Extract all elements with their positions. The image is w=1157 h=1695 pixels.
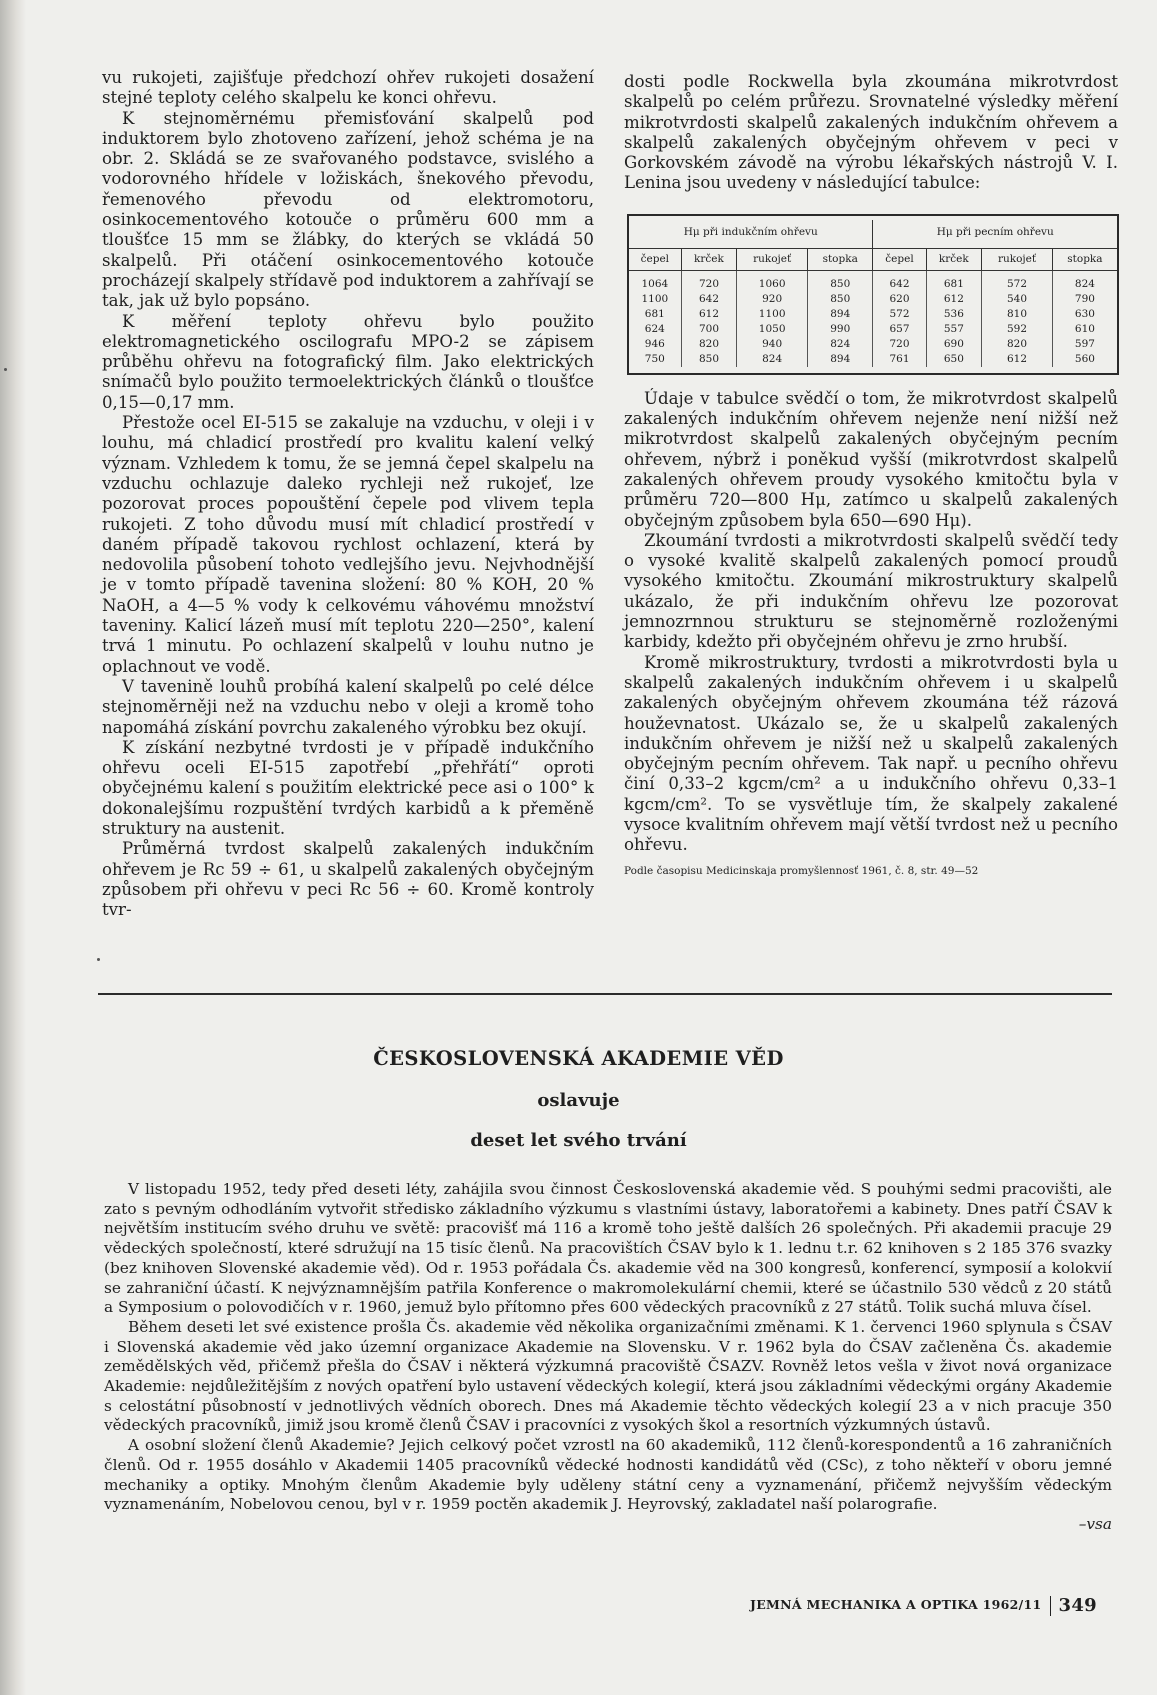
table-cell: 750 bbox=[644, 352, 665, 365]
table-cell: 650 bbox=[926, 352, 982, 367]
table-cell: 990 bbox=[807, 322, 872, 337]
table-cell: 681 bbox=[644, 307, 665, 320]
table-cell: 824 bbox=[737, 352, 808, 367]
table-cell: 700 bbox=[681, 322, 737, 337]
table-group-header: Hμ při indukčním ohřevu bbox=[629, 220, 873, 249]
paragraph: Během deseti let své existence prošla Čs. akademie věd několika organizačními změnami. K 1. červenci 1960 splynula s ČSAV i Slovenská akademie věd jako územní organizace Akademie na Slovensku. V r. 1962 byla do ČSAV začleněna Čs. akademie zemědělských věd, přičemž přešla do ČSAV i některá výzkumná pracoviště ČSAZV. Rovněž letos vešla v život nová organizace Akademie: nejdůležitějším z nových opatření bylo ustavení vědeckých kolegií, která jsou základními vědeckými orgány Akademie s celostátní působností v jednotlivých vědních oborech. Dnes má Akademie těchto vědeckých kolegií 23 a v nich pracuje 350 vědeckých pracovníků, jimiž jsou kromě členů ČSAV i pracovníci z vysokých škol a resortních výzkumných ústavů. bbox=[104, 1317, 1112, 1435]
author-signature: –vsa bbox=[1078, 1514, 1112, 1533]
table-cell: 560 bbox=[1052, 352, 1117, 367]
binding-shadow bbox=[0, 0, 26, 1695]
table-cell: 610 bbox=[1052, 322, 1117, 337]
scan-dot bbox=[97, 958, 100, 961]
table-cell: 630 bbox=[1052, 307, 1117, 322]
table-cell: 824 bbox=[807, 337, 872, 352]
section-divider bbox=[98, 993, 1112, 995]
paragraph: Kromě mikrostruktury, tvrdosti a mikrotvrdosti byla u skalpelů zakalených indukčním ohřevem i u skalpelů zakalených obyčejným ohřevem zkoumána též rázová houževnatost. Ukázalo se, že u skalpelů zakalených indukčním ohřevem je nižší než u skalpelů zakalených obyčejným pecním ohřevem. Tak např. u pecního ohřevu činí 0,33–2 kgcm/cm² a u indukčního ohřevu 0,33–1 kgcm/cm². To se vysvětluje tím, že skalpely zakalené vysoce kvalitním ohřevem mají větší tvrdost než u pecního ohřevu. bbox=[624, 652, 1118, 855]
table-cell: 850 bbox=[807, 270, 872, 292]
paragraph: dosti podle Rockwella byla zkoumána mikrotvrdost skalpelů po celém průřezu. Srovnatelné výsledky měření mikrotvrdosti skalpelů zakalených indukčním ohřevem a skalpelů zakalených obyčejným ohřevem v peci v Gorkovském závodě na výrobu lékařských nástrojů V. I. Lenina jsou uvedeny v následující tabulce: bbox=[624, 72, 1118, 193]
table-column-header: stopka bbox=[1052, 248, 1117, 270]
table-cell: 1060 bbox=[737, 270, 808, 292]
table-cell: 894 bbox=[807, 352, 872, 367]
table-cell: 536 bbox=[926, 307, 982, 322]
table-column-header: krček bbox=[681, 248, 737, 270]
source-citation: Podle časopisu Medicinskaja promyšlennosť 1961, č. 8, str. 49—52 bbox=[624, 864, 979, 877]
footer-separator bbox=[1050, 1596, 1051, 1616]
table-cell: 810 bbox=[982, 307, 1053, 322]
article-subtitle: deset let svého trvání bbox=[470, 1130, 687, 1151]
table-cell: 642 bbox=[681, 292, 737, 307]
microhardness-table bbox=[627, 214, 1119, 375]
article-subtitle: oslavuje bbox=[537, 1090, 620, 1111]
paragraph: K stejnoměrnému přemisťování skalpelů pod induktorem bylo zhotoveno zařízení, jehož schéma je na obr. 2. Skládá se ze svařovaného podstavce, svislého a vodorovného hřídele v ložiskách, šnekového převodu, řemenového převodu od elektromotoru, osinkocementového kotouče o průměru 600 mm a tloušťce 15 mm se žlábky, do kterých se vkládá 50 skalpelů. Při otáčení osinkocementového kotouče procházejí skalpely střídavě pod induktorem a zahřívají se tak, jak už bylo popsáno. bbox=[102, 108, 594, 311]
table-cell: 612 bbox=[982, 352, 1053, 367]
table-cell: 820 bbox=[681, 337, 737, 352]
table-cell: 592 bbox=[982, 322, 1053, 337]
table-cell: 572 bbox=[873, 307, 926, 322]
table-cell: 824 bbox=[1052, 270, 1117, 292]
table-column-header: čepel bbox=[873, 248, 926, 270]
table-cell: 642 bbox=[873, 270, 926, 292]
table-cell: 597 bbox=[1052, 337, 1117, 352]
table-column-header: čepel bbox=[629, 248, 681, 270]
table-cell: 690 bbox=[926, 337, 982, 352]
paragraph: K měření teploty ohřevu bylo použito elektromagnetického oscilografu MPO-2 se zápisem průběhu ohřevu na fotografický film. Jako elektrických snímačů bylo použito termoelektrických článků o tloušťce 0,15—0,17 mm. bbox=[102, 311, 594, 412]
table-cell: 612 bbox=[926, 292, 982, 307]
table-row bbox=[629, 352, 1117, 367]
table-cell: 620 bbox=[873, 292, 926, 307]
table-cell: 720 bbox=[681, 270, 737, 292]
right-column bbox=[624, 72, 1118, 878]
table-cell: 946 bbox=[644, 337, 665, 350]
paragraph: Zkoumání tvrdosti a mikrotvrdosti skalpelů svědčí tedy o vysoké kvalitě skalpelů zakalených pomocí proudů vysokého kmitočtu. Zkoumání mikrostruktury skalpelů ukázalo, že při indukčním ohřevu lze pozorovat jemnozrnnou strukturu se stejnoměrně rozloženými karbidy, kdežto při obyčejném ohřevu je zrno hrubší. bbox=[624, 530, 1118, 652]
table-cell: 850 bbox=[807, 292, 872, 307]
table-cell: 1064 bbox=[641, 277, 669, 290]
table-cell: 1100 bbox=[737, 307, 808, 322]
table-row bbox=[629, 322, 1117, 337]
table-cell: 940 bbox=[737, 337, 808, 352]
paragraph: Průměrná tvrdost skalpelů zakalených indukčním ohřevem je Rc 59 ÷ 61, u skalpelů zakalených obyčejným způsobem při ohřevu v peci Rc 56 ÷ 60. Kromě kontroly tvr- bbox=[102, 839, 594, 920]
table-cell: 681 bbox=[926, 270, 982, 292]
page-footer bbox=[750, 1595, 1097, 1616]
table-column-header: stopka bbox=[807, 248, 872, 270]
table-cell: 920 bbox=[737, 292, 808, 307]
table-row bbox=[629, 307, 1117, 322]
academy-article bbox=[104, 1180, 1112, 1535]
table-cell: 1100 bbox=[641, 292, 669, 305]
journal-name: JEMNÁ MECHANIKA A OPTIKA 1962/11 bbox=[750, 1597, 1042, 1612]
table-cell: 1050 bbox=[737, 322, 808, 337]
paragraph: A osobní složení členů Akademie? Jejich celkový počet vzrostl na 60 akademiků, 112 členů-korespondentů a 16 zahraničních členů. Od r. 1955 dosáhlo v Akademii 1405 pracovníků vědecké hodnosti kandidátů věd (CSc), z toho někteří v oboru jemné mechaniky a optiky. Mnohým členům Akademie byly uděleny státní ceny a vyznamenání, přičemž nejvyšším vědeckým vyznamenáním, Nobelovou cenou, byl v r. 1959 poctěn akademik J. Heyrovský, zakladatel naší polarografie. bbox=[104, 1436, 1112, 1514]
table-row bbox=[629, 337, 1117, 352]
table-cell: 790 bbox=[1052, 292, 1117, 307]
table-cell: 572 bbox=[982, 270, 1053, 292]
table-column-header: rukojeť bbox=[737, 248, 808, 270]
paragraph: Přestože ocel EI-515 se zakaluje na vzduchu, v oleji i v louhu, má chladicí prostředí pro kvalitu kalení velký význam. Vzhledem k tomu, že se jemná čepel skalpelu na vzduchu ochlazuje daleko rychleji než rukojeť, lze pozorovat proces popouštění čepele pod vlivem tepla rukojeti. Z toho důvodu musí mít chladicí prostředí v daném případě takovou rychlost ochlazení, která by nedovolila působení tohoto vedlejšího jevu. Nejvhodnější je v tomto případě tavenina složení: 80 % KOH, 20 % NaOH, a 4—5 % vody k celkovému váhovému množství taveniny. Kalicí lázeň musí mít teplotu 220—250°, kalení trvá 1 minutu. Po ochlazení skalpelů v louhu nutno je oplachnout ve vodě. bbox=[102, 413, 594, 676]
article-title: ČESKOSLOVENSKÁ AKADEMIE VĚD bbox=[373, 1047, 784, 1070]
table-cell: 612 bbox=[681, 307, 737, 322]
left-column bbox=[102, 68, 594, 920]
paragraph: vu rukojeti, zajišťuje předchozí ohřev rukojeti dosažení stejné teploty celého skalpelu ke konci ohřevu. bbox=[102, 68, 594, 108]
table-cell: 761 bbox=[873, 352, 926, 367]
table-column-header: krček bbox=[926, 248, 982, 270]
table-column-header: rukojeť bbox=[982, 248, 1053, 270]
table-cell: 540 bbox=[982, 292, 1053, 307]
paragraph: V tavenině louhů probíhá kalení skalpelů po celé délce stejnoměrněji než na vzduchu nebo v oleji a kromě toho napomáhá získání povrchu zakaleného výrobku bez okují. bbox=[102, 676, 594, 737]
table-cell: 850 bbox=[681, 352, 737, 367]
table-cell: 820 bbox=[982, 337, 1053, 352]
table-row bbox=[629, 292, 1117, 307]
table-cell: 720 bbox=[873, 337, 926, 352]
table-group-header: Hμ při pecním ohřevu bbox=[936, 225, 1054, 238]
page-number: 349 bbox=[1058, 1595, 1097, 1616]
paragraph: Údaje v tabulce svědčí o tom, že mikrotvrdost skalpelů zakalených indukčním ohřevem nejenže není nižší než mikrotvrdost skalpelů zakalených obyčejným pecním ohřevem, nýbrž i poněkud vyšší (mikrotvrdost skalpelů zakalených ohřevem proudy vysokého kmitočtu byla v průměru 720—800 Hμ, zatímco u skalpelů zakalených obyčejným způsobem byla 650—690 Hμ). bbox=[624, 388, 1118, 530]
scan-dot bbox=[4, 368, 7, 371]
table-cell: 624 bbox=[644, 322, 665, 335]
table-cell: 557 bbox=[926, 322, 982, 337]
table-cell: 894 bbox=[807, 307, 872, 322]
table-row bbox=[629, 270, 1117, 292]
table-cell: 657 bbox=[873, 322, 926, 337]
paragraph: V listopadu 1952, tedy před deseti léty, zahájila svou činnost Československá akademie věd. S pouhými sedmi pracovišti, ale zato s pevným odhodláním vytvořit středisko základního výzkumu s vlastními ústavy, laboratořemi a kabinety. Dnes patří ČSAV k největším institucím svého druhu ve světě: pracovišť má 116 a kromě toho ještě dalších 26 společných. Při akademii pracuje 29 vědeckých společností, které sdružují na 15 tisíc členů. Na pracovištích ČSAV bylo k 1. lednu t.r. 62 knihoven s 2 185 376 svazky (bez knihoven Slovenské akademie věd). Od r. 1953 pořádala Čs. akademie věd na 300 kongresů, konferencí, symposií a kolokvií se zahraniční účastí. K nejvýznamnějším patřila Konference o makromolekulární chemii, které se účastnilo 530 vědců z 20 států a Symposium o polovodičích v r. 1960, jemuž bylo přítomno přes 600 vědeckých pracovníků z 27 států. Tolik suchá mluva čísel. bbox=[104, 1180, 1112, 1317]
paragraph: K získání nezbytné tvrdosti je v případě indukčního ohřevu oceli EI-515 zapotřebí „přehřátí“ oproti obyčejnému kalení s použitím elektrické pece asi o 100° k dokonalejšímu rozpuštění tvrdých karbidů a k přeměně struktury na austenit. bbox=[102, 737, 594, 838]
